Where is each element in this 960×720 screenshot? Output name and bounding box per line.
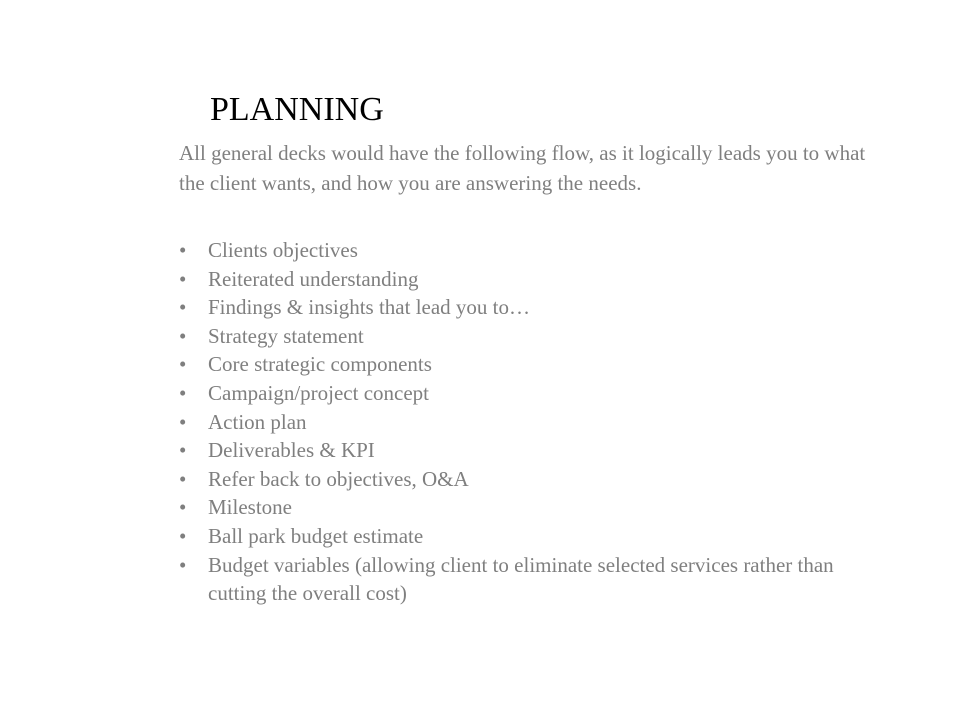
list-item [179, 493, 869, 522]
bullet-list [179, 236, 869, 608]
intro-paragraph: All general decks would have the following flow, as it logically leads you to what the client wants, and how you are answering the needs. [179, 141, 866, 195]
bullet-icon: • [179, 495, 187, 520]
list-item [179, 236, 869, 265]
bullet-icon: • [179, 523, 187, 548]
bullet-icon: • [179, 409, 187, 434]
bullet-icon: • [179, 295, 187, 320]
bullet-icon: • [179, 380, 187, 405]
list-item [179, 522, 869, 551]
bullet-text: Action plan [208, 409, 307, 434]
list-item [179, 350, 869, 379]
list-item [179, 465, 869, 494]
list-item [179, 322, 869, 351]
bullet-text: Reiterated understanding [208, 266, 419, 291]
bullet-text: Campaign/project concept [208, 380, 430, 405]
bullet-text: Findings & insights that lead you to… [208, 295, 531, 320]
list-item [179, 379, 869, 408]
bullet-text: Milestone [208, 495, 292, 520]
bullet-text: Budget variables (allowing client to eliminate selected services rather than cutting the overall cost) [208, 552, 834, 606]
bullet-icon: • [179, 238, 187, 262]
bullet-text: Ball park budget estimate [208, 523, 424, 548]
list-item [179, 436, 869, 465]
bullet-icon: • [179, 466, 187, 491]
bullet-icon: • [179, 323, 187, 348]
slide-title: PLANNING [210, 91, 384, 128]
bullet-icon: • [179, 352, 187, 377]
list-item [179, 551, 869, 608]
bullet-text: Strategy statement [208, 323, 364, 348]
bullet-text: Clients objectives [208, 238, 358, 262]
list-item [179, 408, 869, 437]
bullet-text: Refer back to objectives, O&A [208, 466, 469, 491]
bullet-icon: • [179, 266, 187, 291]
bullet-icon: • [179, 552, 187, 577]
bullet-text: Core strategic components [208, 352, 432, 377]
list-item [179, 265, 869, 294]
bullet-text: Deliverables & KPI [208, 438, 375, 463]
bullet-icon: • [179, 438, 187, 463]
list-item [179, 293, 869, 322]
